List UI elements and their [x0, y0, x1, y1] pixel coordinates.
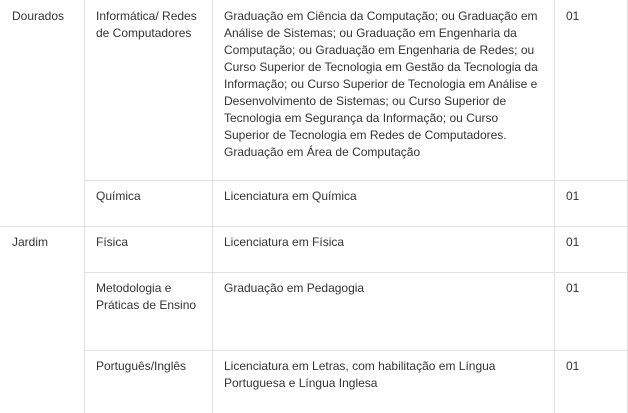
table-cell-area: Informática/ Redes de Computadores: [96, 9, 197, 40]
table-cell-area: Química: [96, 189, 141, 203]
table-cell-city: Jardim: [12, 235, 49, 249]
table-cell-requirement: Graduação em Ciência da Computação; ou Graduação em Análise de Sistemas; ou Graduação em Engenharia da Computação; ou Graduação em Engenharia de Redes; ou Curso Superior de Tecnologia em Gestão da Tecnologia da Informação; ou Curso Superior de Tecnologia em Análise e Desenvolvimento de Sistemas; ou Curso Superior de Tecnologia em Segurança da Informação; ou Curso Superior de Tecnologia em Redes de Computadores. Graduação em Área de Computação: [224, 9, 538, 159]
table-cell-vacancies: 01: [566, 359, 580, 373]
table-cell-requirement: Licenciatura em Física: [224, 235, 345, 249]
table-cell-area: Física: [96, 235, 129, 249]
table-cell-area: Português/Inglês: [96, 359, 187, 373]
table-cell-city: Dourados: [12, 9, 65, 23]
table-cell-vacancies: 01: [566, 235, 580, 249]
table-cell-requirement: Licenciatura em Química: [224, 189, 357, 203]
table-cell-requirement: Graduação em Pedagogia: [224, 281, 365, 295]
table-cell-vacancies: 01: [566, 281, 580, 295]
table-cell-vacancies: 01: [566, 9, 580, 23]
table-cell-vacancies: 01: [566, 189, 580, 203]
table-cell-requirement: Licenciatura em Letras, com habilitação em Língua Portuguesa e Língua Inglesa: [224, 359, 496, 390]
table-cell-area: Metodologia e Práticas de Ensino: [96, 281, 197, 312]
